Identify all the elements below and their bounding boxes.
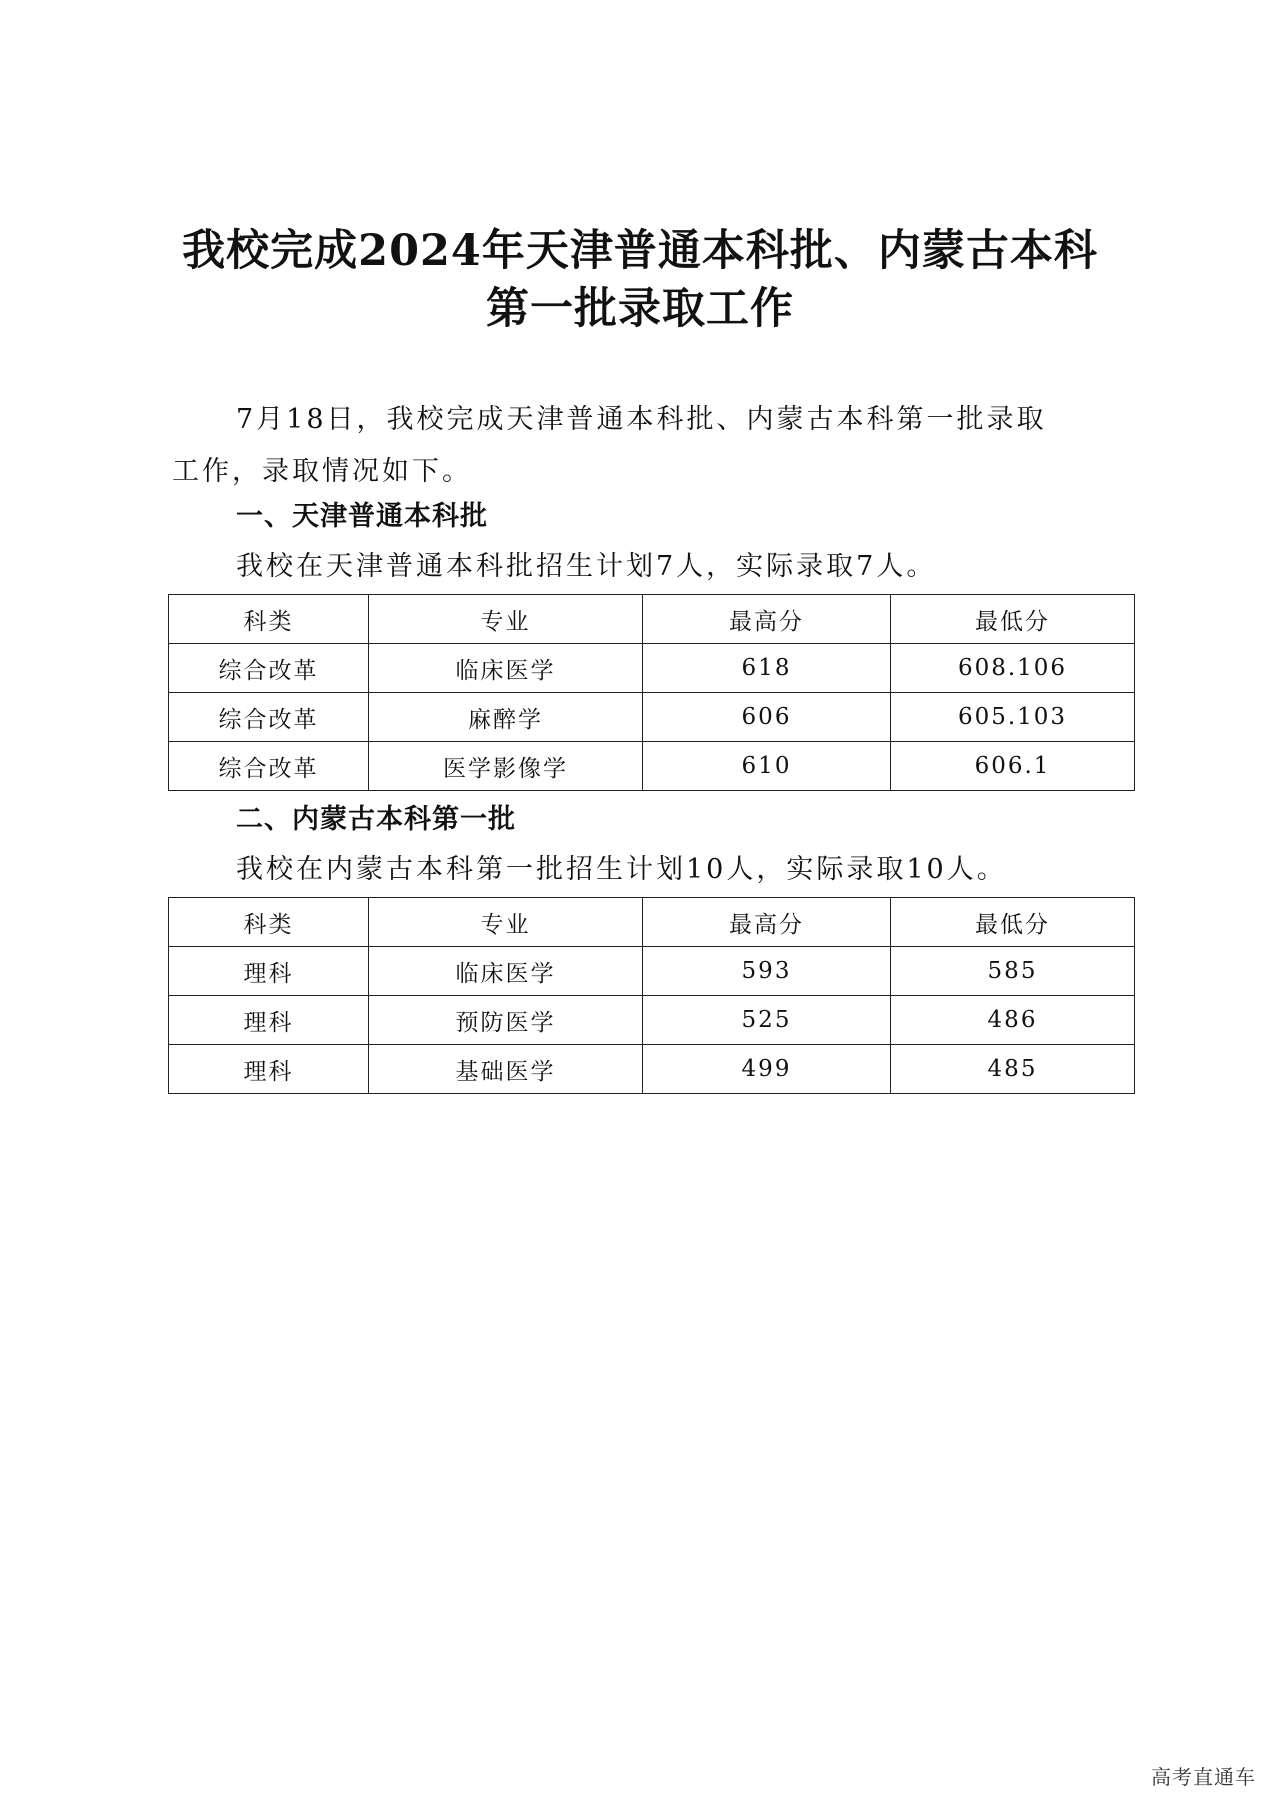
table-row: [169, 644, 1135, 693]
table-header-row: [169, 898, 1135, 947]
column-header: 专业: [369, 595, 643, 644]
table-cell: 预防医学: [369, 996, 643, 1045]
table-cell: 610: [643, 742, 891, 791]
title-line-1: 我校完成2024年天津普通本科批、内蒙古本科: [182, 226, 1098, 276]
table-cell: 医学影像学: [369, 742, 643, 791]
table-row: [169, 742, 1135, 791]
watermark-label: 高考直通车: [1151, 1765, 1256, 1789]
title-line-2: 第一批录取工作: [486, 284, 794, 334]
table-row: [169, 693, 1135, 742]
table-cell: 585: [891, 947, 1135, 996]
column-header: 最高分: [643, 898, 891, 947]
table-cell: 理科: [169, 996, 369, 1045]
intro-paragraph: [172, 394, 1132, 498]
table-header-row: [169, 595, 1135, 644]
column-header: 科类: [169, 595, 369, 644]
table-cell: 临床医学: [369, 947, 643, 996]
table-cell: 综合改革: [169, 742, 369, 791]
column-header: 科类: [169, 898, 369, 947]
table-row: [169, 1045, 1135, 1094]
table-cell: 485: [891, 1045, 1135, 1094]
table-cell: 麻醉学: [369, 693, 643, 742]
intro-line-1: 7月18日，我校完成天津普通本科批、内蒙古本科第一批录取: [236, 404, 1047, 435]
table-cell: 605.103: [891, 693, 1135, 742]
table-cell: 525: [643, 996, 891, 1045]
table-cell: 593: [643, 947, 891, 996]
table-cell: 499: [643, 1045, 891, 1094]
table-cell: 606: [643, 693, 891, 742]
section-summary-tianjin: 我校在天津普通本科批招生计划7人，实际录取7人。: [236, 551, 937, 582]
column-header: 最高分: [643, 595, 891, 644]
table-cell: 综合改革: [169, 693, 369, 742]
document-title: [150, 222, 1130, 338]
table-cell: 综合改革: [169, 644, 369, 693]
table-cell: 618: [643, 644, 891, 693]
column-header: 最低分: [891, 898, 1135, 947]
table-cell: 486: [891, 996, 1135, 1045]
table-cell: 基础医学: [369, 1045, 643, 1094]
table-cell: 606.1: [891, 742, 1135, 791]
column-header: 专业: [369, 898, 643, 947]
column-header: 最低分: [891, 595, 1135, 644]
score-table-inner-mongolia: [168, 897, 1135, 1094]
table-row: [169, 996, 1135, 1045]
table-cell: 理科: [169, 1045, 369, 1094]
section-summary-inner-mongolia: 我校在内蒙古本科第一批招生计划10人，实际录取10人。: [236, 854, 1007, 885]
table-cell: 理科: [169, 947, 369, 996]
section-heading-inner-mongolia: 二、内蒙古本科第一批: [236, 804, 516, 835]
table-row: [169, 947, 1135, 996]
table-cell: 608.106: [891, 644, 1135, 693]
score-table-tianjin: [168, 594, 1135, 791]
section-heading-tianjin: 一、天津普通本科批: [236, 501, 488, 532]
intro-line-2: 工作，录取情况如下。: [172, 456, 472, 487]
table-cell: 临床医学: [369, 644, 643, 693]
